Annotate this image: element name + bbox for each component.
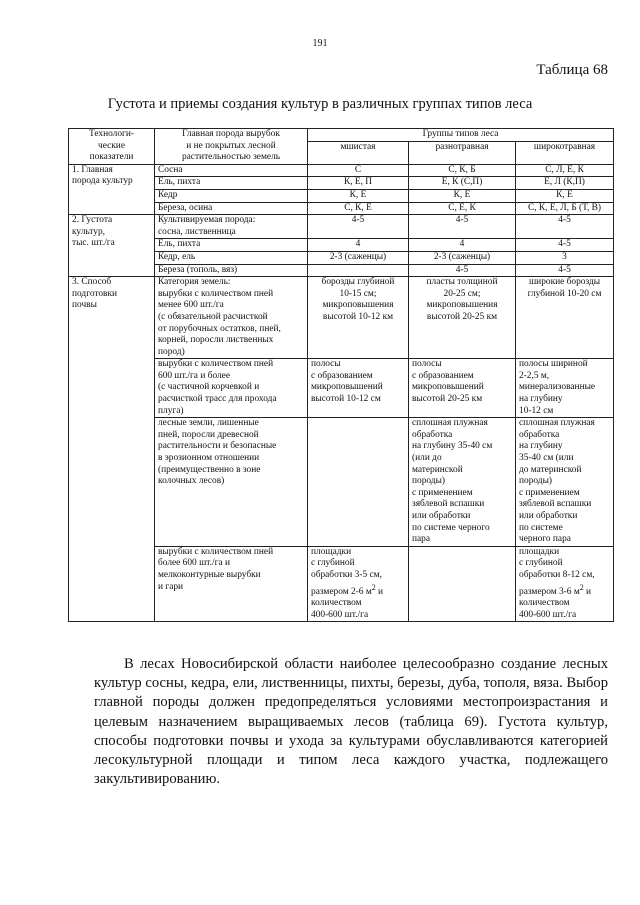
forest-culture-table [68,128,614,622]
species-cell: Сосна [155,164,308,177]
value-cell: полосы с образованием микроповышений высотой 10-12 см [308,359,409,418]
value-text: и количеством 400-600 шт./га [519,586,592,620]
value-cell: С, Е, К [409,202,516,215]
value-cell: С, К, Е [308,202,409,215]
value-cell: сплошная плужная обработка на глубину 35-40 см (или до материнской породы) с применением зяблевой вспашки или обработки по системе черного пара [516,418,614,547]
species-cell: Ель, пихта [155,239,308,252]
section-label: 3. Способ подготовки почвы [69,277,155,622]
table-number: Таблица 68 [536,62,608,78]
value-cell [409,546,516,622]
value-cell: полосы с образованием микроповышений высотой 20-25 км [409,359,516,418]
species-cell: вырубки с количеством пней 600 шт./га и более (с частичной корчевкой и расчисткой трасс для прохода плуга) [155,359,308,418]
section-label: 1. Главная порода культур [69,164,155,214]
species-cell: вырубки с количеством пней более 600 шт./га и мелкоконтурные вырубки и гари [155,546,308,622]
value-cell: полосы шириной 2-2,5 м, минерализованные на глубину 10-12 см [516,359,614,418]
header-broadgrass: широкотравная [516,141,614,164]
header-indicators: Технологи- ческие показатели [69,129,155,165]
value-cell: 4-5 [409,215,516,239]
value-text: и количеством 400-600 шт./га [311,586,384,620]
table-row [69,164,614,177]
value-cell: 3 [516,251,614,264]
value-cell: С, К, Е, Л, Б (Т, В) [516,202,614,215]
value-cell [516,546,614,622]
value-cell: пласты толщиной 20-25 см; микроповышения высотой 20-25 км [409,277,516,359]
value-cell: 2-3 (саженцы) [308,251,409,264]
paragraph-text: В лесах Новосибирской области наиболее целесообразно создание лесных культур сосны, кедра, ели, лиственницы, пихты, березы, дуба, тополя, вяза. Выбор главной породы должен предопределяться условиями местопроизрастания и целевым назначением выращиваемых лесов (таблица 69). Густота культур, способы подготовки почвы и ухода за культурами обуславливаются категорией лесокультурной площади и типом леса каждого участка, подлежащего закультивированию. [94,656,608,788]
header-species: Главная порода вырубок и не покрытых лесной растительностью земель [155,129,308,165]
species-cell: Кедр, ель [155,251,308,264]
body-paragraph [94,655,608,789]
value-cell: К, Е, П [308,177,409,190]
species-cell: Ель, пихта [155,177,308,190]
value-cell: 4 [409,239,516,252]
value-text: площадки с глубиной обработки 3-5 см, размером 2-6 м [311,546,382,597]
species-cell: лесные земли, лишенные пней, поросли древесной растительности и безопасные в эрозионном отношении (преимущественно в зоне колочных лесов) [155,418,308,547]
value-cell: К, Е [516,189,614,202]
species-cell: Категория земель: вырубки с количеством пней менее 600 шт./га (с обязательной расчисткой от порубочных остатков, пней, корней, поросли лиственных пород) [155,277,308,359]
table-caption: Густота и приемы создания культур в различных группах типов леса [107,96,533,112]
page-number: 191 [312,38,328,49]
species-cell: Береза (тополь, вяз) [155,264,308,277]
value-cell [308,264,409,277]
value-cell: К, Е [409,189,516,202]
table-row [69,215,614,239]
table-header-row [69,129,614,142]
species-cell: Культивируемая порода: сосна, лиственница [155,215,308,239]
value-cell: 4-5 [409,264,516,277]
header-forest-groups: Группы типов леса [308,129,614,142]
value-cell: борозды глубиной 10-15 см; микроповышения высотой 10-12 км [308,277,409,359]
value-cell: К, Е [308,189,409,202]
value-cell: С, Л, Е, К [516,164,614,177]
species-cell: Кедр [155,189,308,202]
value-cell: 4-5 [516,239,614,252]
header-forb: разнотравная [409,141,516,164]
value-cell: широкие борозды глубиной 10-20 см [516,277,614,359]
value-cell: С [308,164,409,177]
species-cell: Береза, осина [155,202,308,215]
value-text: площадки с глубиной обработки 8-12 см, размером 3-6 м [519,546,595,597]
table-row [69,277,614,359]
value-cell: 4-5 [516,215,614,239]
value-cell: С, К, Б [409,164,516,177]
value-cell: Е, Л (К,П) [516,177,614,190]
value-cell: 4 [308,239,409,252]
section-label: 2. Густота культур, тыс. шт./га [69,215,155,277]
value-cell [308,546,409,622]
value-cell: сплошная плужная обработка на глубину 35-40 см (или до материнской породы) с применением зяблевой вспашки или обработки по системе черного пара [409,418,516,547]
value-cell: Е, К (С,П) [409,177,516,190]
superscript: 2 [579,582,584,592]
header-mossy: мшистая [308,141,409,164]
value-cell: 4-5 [516,264,614,277]
value-cell [308,418,409,547]
value-cell: 4-5 [308,215,409,239]
superscript: 2 [371,582,376,592]
value-cell: 2-3 (саженцы) [409,251,516,264]
